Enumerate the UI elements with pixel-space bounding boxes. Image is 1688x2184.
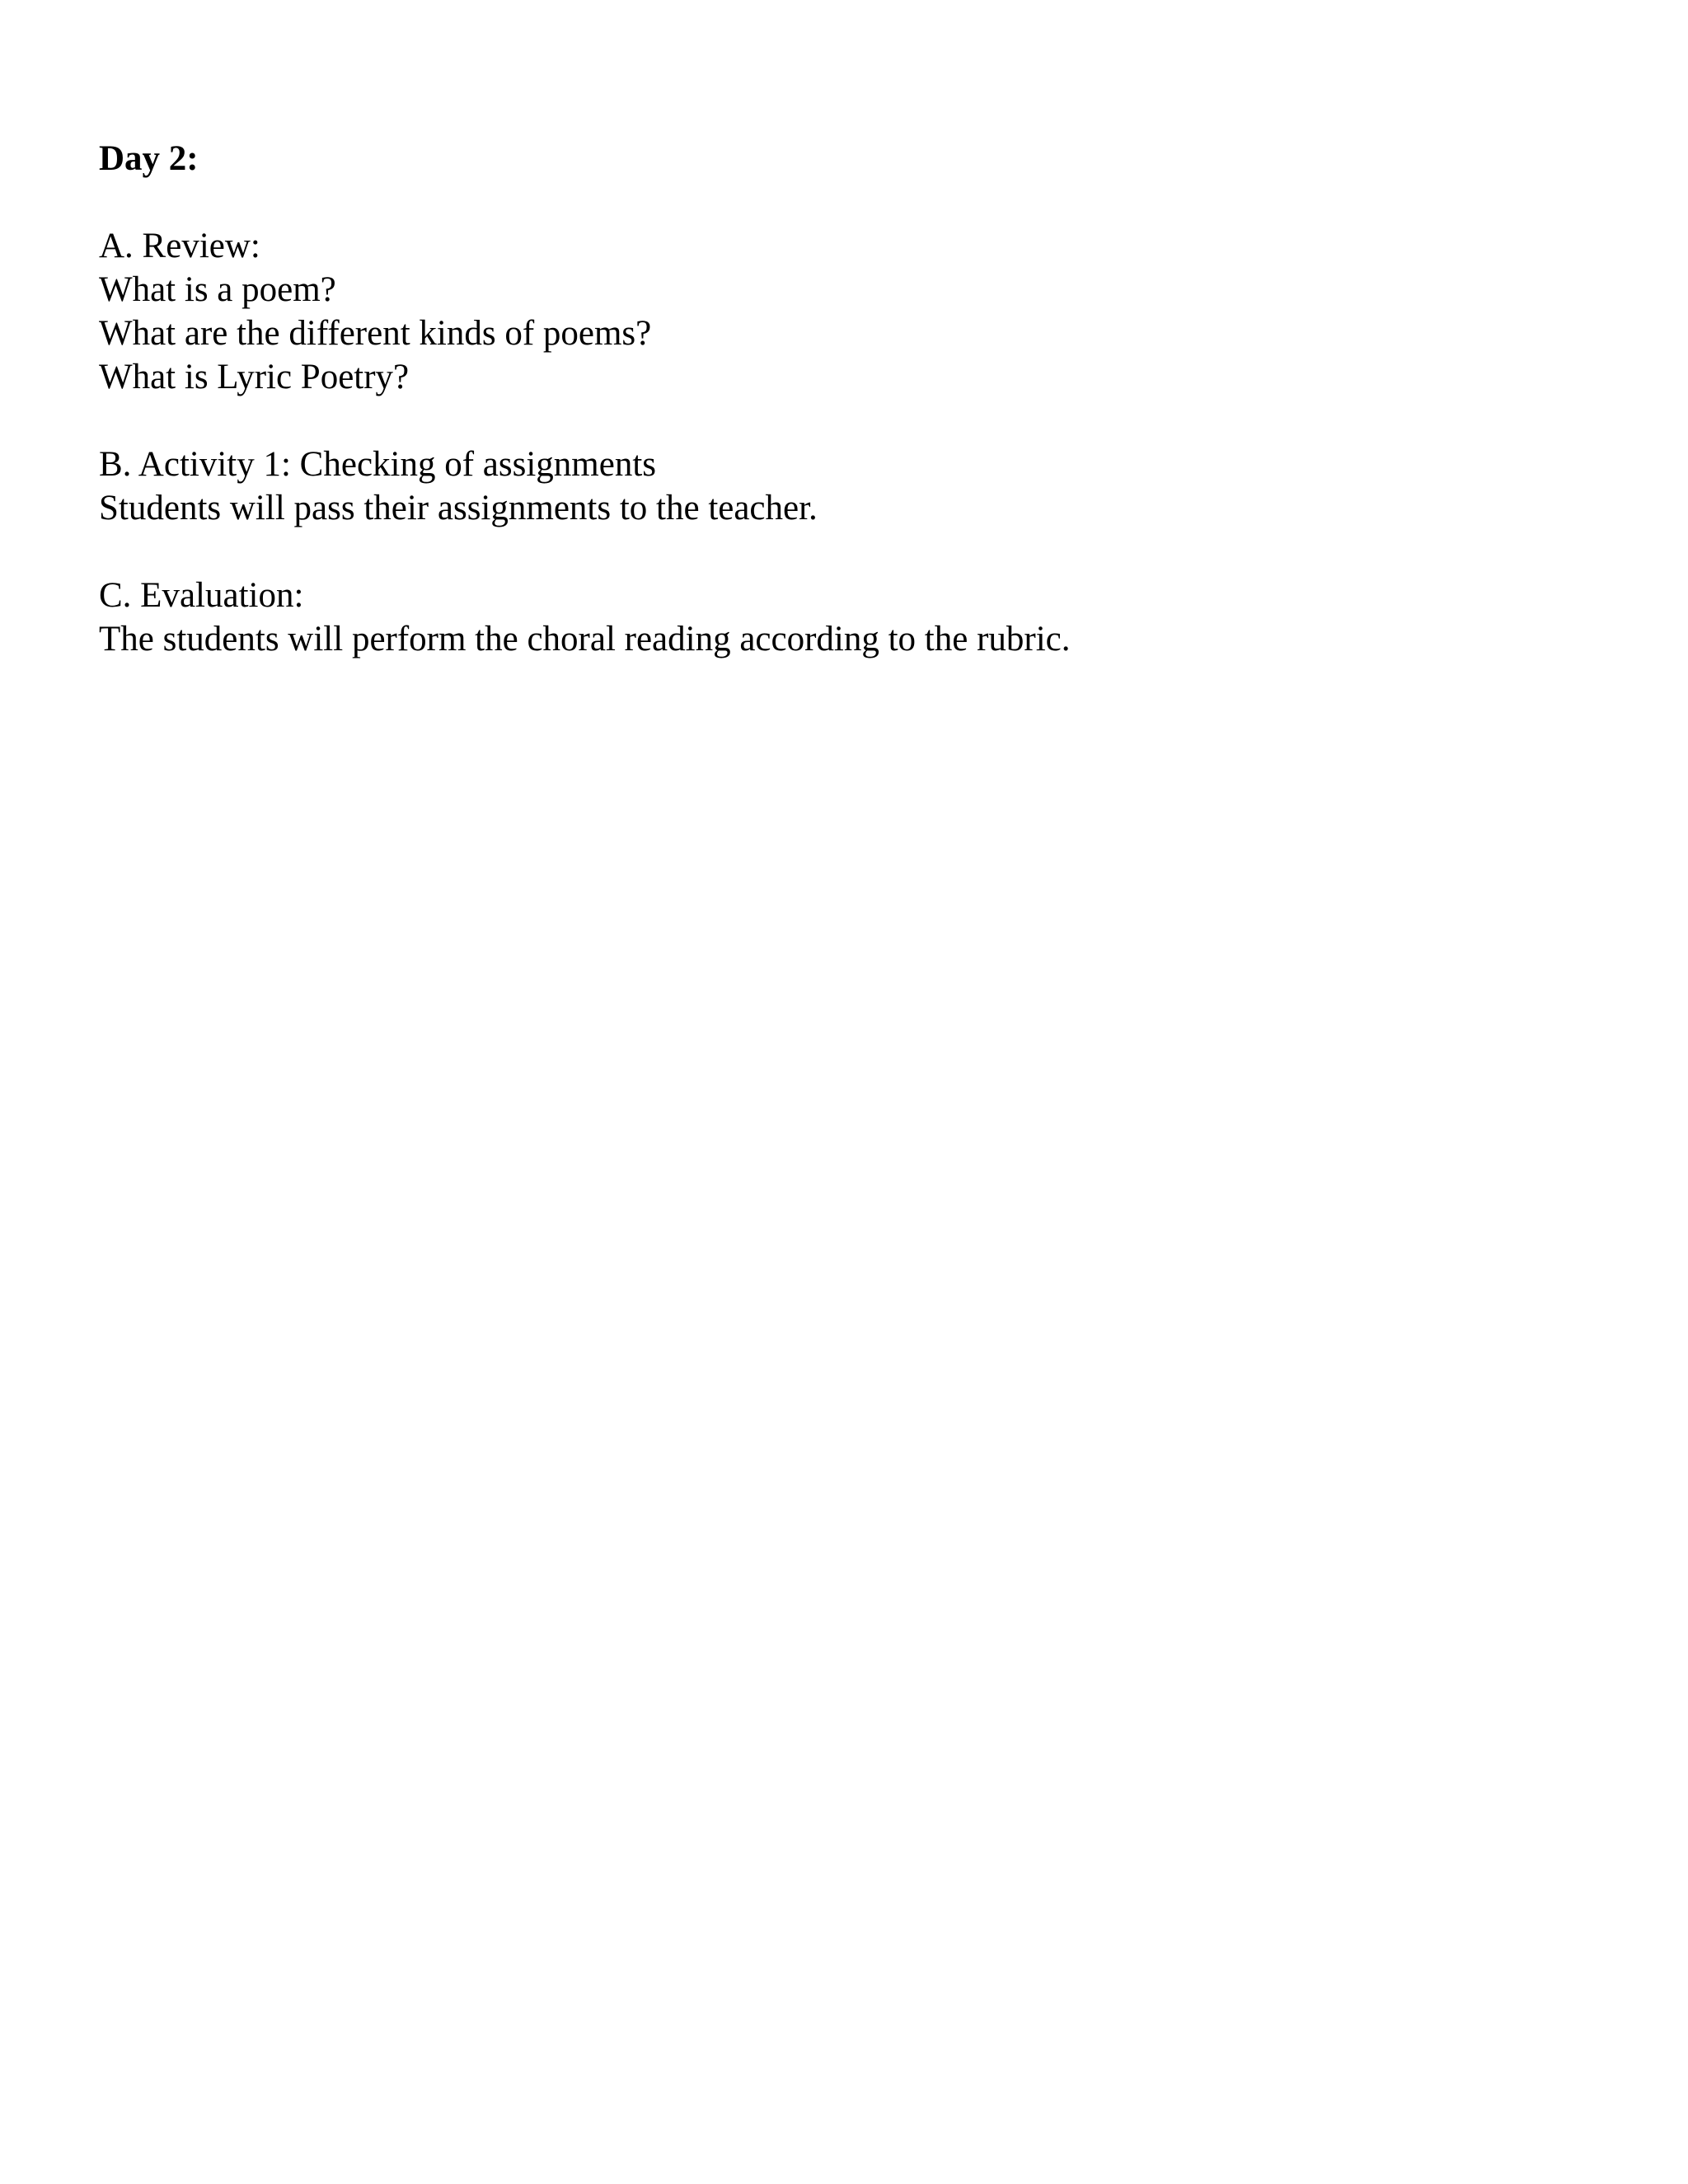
evaluation-title: C. Evaluation: [99, 576, 304, 615]
review-section [99, 224, 1582, 399]
day-heading: Day 2: [99, 139, 199, 178]
document-body [99, 137, 1582, 661]
review-title: A. Review: [99, 227, 260, 265]
review-question: What is Lyric Poetry? [99, 358, 410, 396]
spacer [99, 530, 1582, 574]
activity-description: Students will pass their assignments to the teacher. [99, 489, 818, 527]
activity-title: B. Activity 1: Checking of assignments [99, 445, 657, 484]
activity-section [99, 443, 1582, 530]
spacer [99, 180, 1582, 224]
evaluation-section [99, 574, 1582, 661]
review-question: What is a poem? [99, 270, 336, 309]
review-question: What are the different kinds of poems? [99, 314, 652, 353]
spacer [99, 399, 1582, 443]
evaluation-description: The students will perform the choral reading according to the rubric. [99, 620, 1071, 658]
